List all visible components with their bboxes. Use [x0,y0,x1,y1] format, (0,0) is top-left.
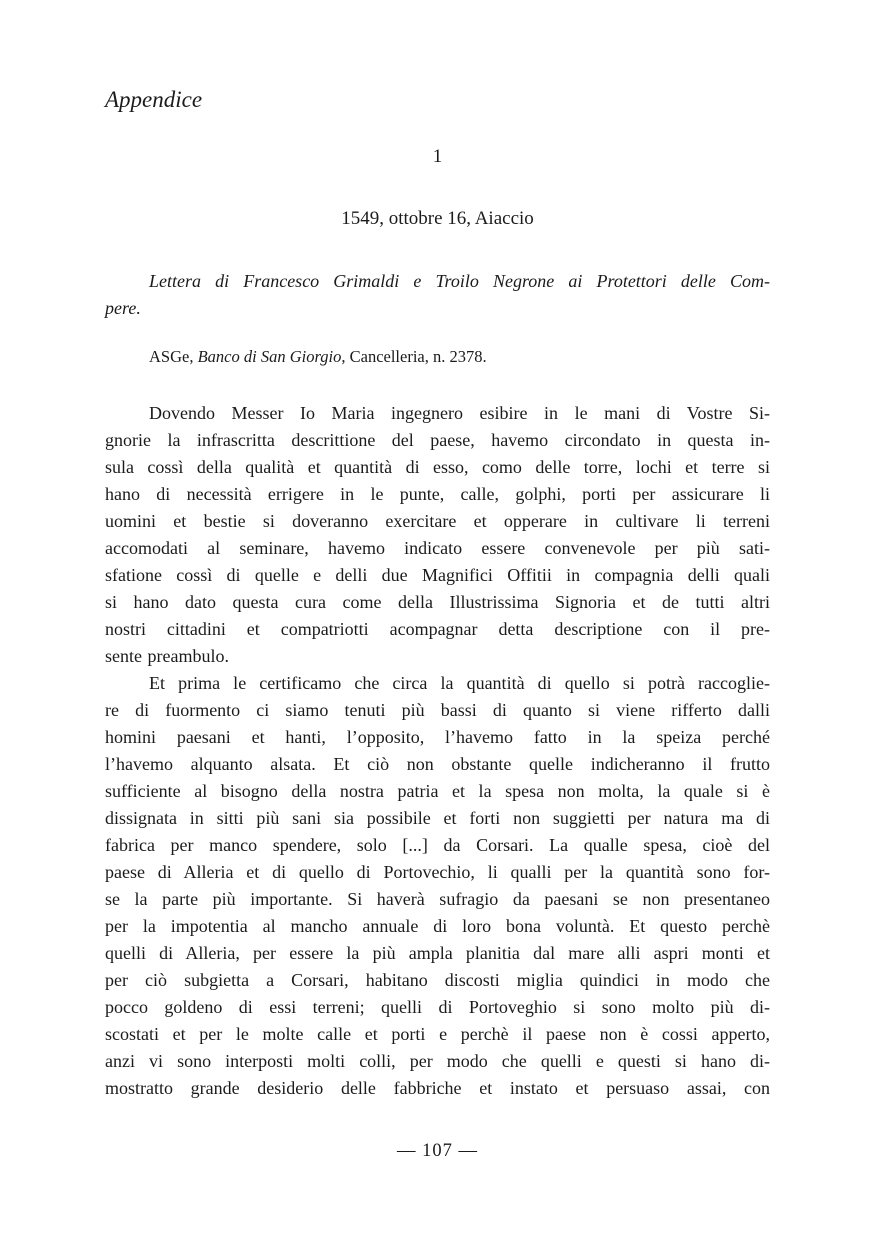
regesto [105,268,770,322]
text-line: si hano dato questa cura come della Illustrissima Signoria et de tutti altri [105,592,770,612]
document-number: 1 [432,146,443,167]
body-text [105,400,770,1102]
text-line: sula cossì della qualità et quantità di esso, como delle torre, lochi et terre si [105,457,770,477]
text-line: sfatione cossì di quelle e delli due Magnifici Offitii in compagnia delli quali [105,565,770,585]
text-line: sente preambulo. [105,646,229,666]
text-line: se la parte più importante. Si haverà sufragio da paesani se non presentaneo [105,889,770,909]
text-line: pocco goldeno di essi terreni; quelli di Portoveghio si sono molto più di- [105,997,770,1017]
text-line: l’havemo alquanto alsata. Et ciò non obstante quelle indicheranno il frutto [105,754,770,774]
text-line: quelli di Alleria, per essere la più ampla planitia dal mare alli aspri monti et [105,943,770,963]
text-line: homini paesani et hanti, l’opposito, l’havemo fatto in la speiza perché [105,727,770,747]
text-line: fabrica per manco spendere, solo [...] da Corsari. La qualle spesa, cioè del [105,835,770,855]
text-line: per ciò subgietta a Corsari, habitano discosti miglia quindici in modo che [105,970,770,990]
paragraph [105,670,770,1102]
text-line: mostratto grande desiderio delle fabbriche et instato et persuaso assai, con [105,1078,770,1098]
text-line: nostri cittadini et compatriotti acompagnar detta descriptione con il pre- [105,619,770,639]
page-number: — 107 — [397,1141,478,1161]
archival-reference-suffix: , Cancelleria, n. 2378. [341,347,487,366]
text-line: Lettera di Francesco Grimaldi e Troilo Negrone ai Protettori delle Com- [149,271,770,291]
archival-reference [105,345,770,369]
text-line: scostati et per le molte calle et porti e perchè il paese non è cossi apperto, [105,1024,770,1044]
section-title: Appendice [105,87,203,112]
text-line: sufficiente al bisogno della nostra patria et la spesa non molta, la quale si è [105,781,770,801]
text-line: pere. [105,298,141,318]
dateline: 1549, ottobre 16, Aiaccio [341,208,534,229]
text-line: anzi vi sono interposti molti colli, per modo che quelli e questi si hano di- [105,1051,770,1071]
text-line: dissignata in sitti più sani sia possibile et forti non suggietti per natura ma di [105,808,770,828]
text-line: Et prima le certificamo che circa la quantità di quello si potrà raccoglie- [149,673,770,693]
text-line: per la impotentia al mancho annuale di loro bona voluntà. Et questo perchè [105,916,770,936]
archival-reference-prefix: ASGe, [149,347,198,366]
text-line: paese di Alleria et di quello di Portovechio, li qualli per la quantità sono for- [105,862,770,882]
text-line: accomodati al seminare, havemo indicato essere convenevole per più sati- [105,538,770,558]
archival-reference-title: Banco di San Giorgio [197,347,342,366]
paragraph [105,400,770,670]
text-line: re di fuormento ci siamo tenuti più bassi di quanto si viene rifferto dalli [105,700,770,720]
text-line: uomini et bestie si doveranno exercitare et opperare in cultivare li terreni [105,511,770,531]
text-line: gnorie la infrascritta descrittione del paese, havemo circondato in questa in- [105,430,770,450]
text-line: hano di necessità errigere in le punte, calle, golphi, porti per assicurare li [105,484,770,504]
text-line: Dovendo Messer Io Maria ingegnero esibire in le mani di Vostre Si- [149,403,770,423]
